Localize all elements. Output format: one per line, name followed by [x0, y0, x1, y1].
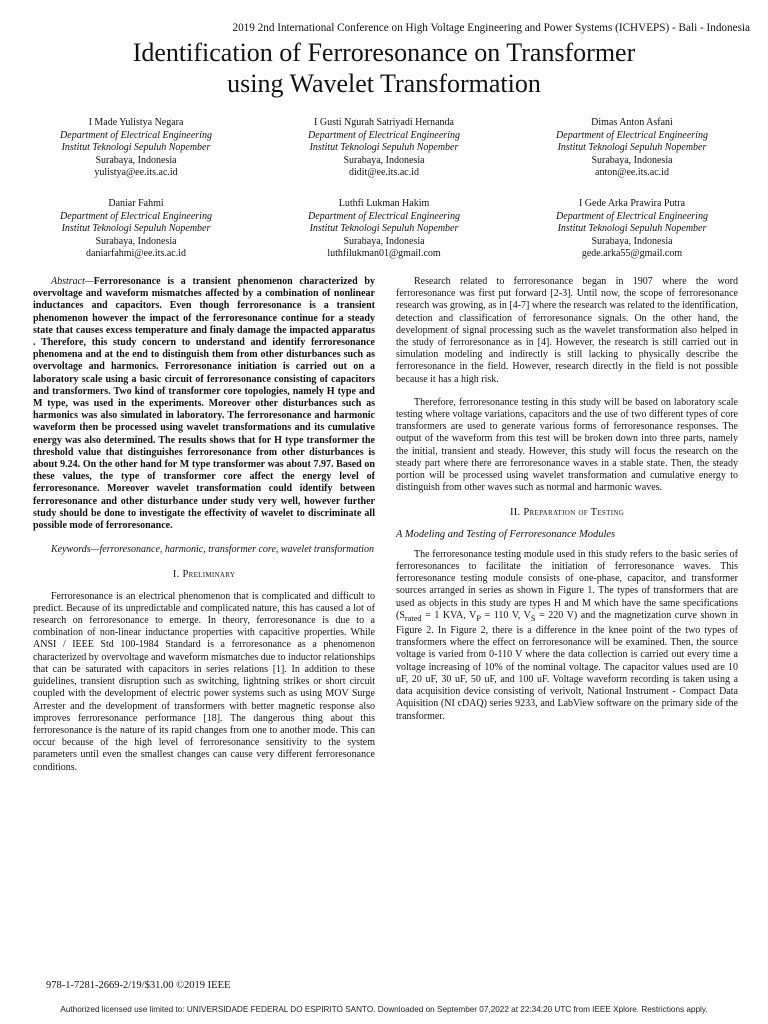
author-name: I Gede Arka Prawira Putra	[578, 198, 686, 209]
title-line-2: using Wavelet Transformation	[227, 69, 541, 98]
isbn-copyright: 978-1-7281-2669-2/19/$31.00 ©2019 IEEE	[46, 980, 231, 991]
author-block	[18, 198, 254, 261]
body-paragraph	[396, 549, 738, 723]
author-block	[266, 117, 502, 180]
author-city: Surabaya, Indonesia	[343, 235, 425, 247]
author-row-1	[18, 117, 750, 180]
left-column	[33, 276, 375, 774]
conference-header: 2019 2nd International Conference on High Voltage Engineering and Power Systems (ICHVEPS) - Bali - Indonesia	[232, 22, 750, 34]
author-block	[514, 198, 750, 261]
author-institution: Institut Teknologi Sepuluh Nopember	[309, 223, 459, 235]
subscript-primary: P	[476, 613, 482, 623]
body-paragraph: Therefore, ferroresonance testing in this study will be based on laboratory scale testing where voltage variations, capacitors and the use of two different types of core transformers are used to generate various forms of ferroresonance responses. The output of the waveform from this test will be broken down into three parts, namely the initial, transient and steady. However, this study will focus the research on the steady part where there are ferroresonance waves in a stable state. Then, the steady portion will be processed using wavelet transformation and cumulative energy to distinguish from other waves such as normal and harmonic waves.	[396, 396, 738, 494]
author-institution: Institut Teknologi Sepuluh Nopember	[309, 142, 459, 154]
author-institution: Institut Teknologi Sepuluh Nopember	[61, 142, 211, 154]
author-email[interactable]: luthfilukman01@gmail.com	[327, 248, 441, 260]
author-department: Department of Electrical Engineering	[60, 210, 212, 222]
abstract-text: Ferroresonance is a transient phenomenon characterized by overvoltage and waveform mismatches affected by a combination of nonlinear inductances and capacitors. Even though ferroresonance is a transient phenomenon however the impact of the ferroresonance continue for a steady state that causes excess temperature and finaly damage the impacted apparatus . Therefore, this study concern to understand and identify ferroresonance phenomena and at the end to distinguish them from other disturbances such as overvoltage and harmonics. Ferroresonance initiation is carried out on a laboratory scale using a basic circuit of ferroresonance consisting of capacitors and transformers. Two kind of transformer core topologies, namely H type and M type, was used in the experiments. Moreover other disturbances such as harmonics was also simulated in laboratory. The ferroresonance and harmonic waveform then be processed using wavelet transformations and its cumulative energy was also determined. The results shows that for H type transformer the threshold value that distinguishes ferroresonance from other disturbances is about 9.24. On the other hand for M type transformer was about 7.97. Based on these values, the type of transformer core affect the energy level of ferroresonance. Moreover wavelet transformation could identify between ferroresonance and other disturbance under study very well, however further study should be done to investigate the effectivity of wavelet to discriminate all possible mode of ferroresonance.	[33, 276, 375, 532]
text-segment: = 220 V) and the magnetization curve shown in Figure 2. In Figure 2, there is a difference in the knee point of the two types of transformers where the effect on ferroresonance will be examined. Then, the source voltage is varied from 0-110 V where the data collection is carried out every time a voltage increasing of 10% of the nominal voltage. The capacitor values used are 10 uF, 20 uF, 30 uF, 50 uF, and 100 uF. Voltage waveform recording is taken using a data acquisition device consisting of verivolt, National Instrument - Compact Data Aquisition (NI cDAQ) series 9233, and LabView software on the primary side of the transformer.	[396, 609, 738, 722]
author-block	[266, 198, 502, 261]
abstract-label: Abstract—	[51, 276, 94, 287]
author-institution: Institut Teknologi Sepuluh Nopember	[557, 142, 707, 154]
subscript-secondary: S	[530, 613, 536, 623]
author-city: Surabaya, Indonesia	[95, 235, 177, 247]
author-city: Surabaya, Indonesia	[95, 154, 177, 166]
license-notice: Authorized licensed use limited to: UNIVERSIDADE FEDERAL DO ESPIRITO SANTO. Downloaded on September 07,2022 at 22:34:20 UTC from IEEE Xplore. Restrictions apply.	[60, 1005, 708, 1014]
author-block	[18, 117, 254, 180]
author-city: Surabaya, Indonesia	[591, 154, 673, 166]
author-department: Department of Electrical Engineering	[556, 129, 708, 141]
author-name: Dimas Anton Asfani	[591, 117, 673, 128]
author-block	[514, 117, 750, 180]
right-column	[396, 276, 738, 723]
author-name: I Gusti Ngurah Satriyadi Hernanda	[314, 117, 454, 128]
author-name: Luthfi Lukman Hakim	[338, 198, 430, 209]
author-department: Department of Electrical Engineering	[60, 129, 212, 141]
author-email[interactable]: gede.arka55@gmail.com	[581, 248, 683, 260]
body-paragraph: Research related to ferroresonance began in 1907 where the word ferroresonance was first put forward [2-3]. Until now, the scope of ferroresonance research was growing, as in [4-7] where the research was related to the identification, detection and classification of ferroresonance signals. On the other hand, the development of signal processing such as the wavelet transformation also helped in the study of ferroresonance as in [4]. However, the research is still carried out in simulation modeling and indirectly is still lacking to physically describe the ferroresonance in the field. However, research directly in the field is not possible because it has a high risk.	[396, 276, 738, 385]
section-heading-preliminary: I. Preliminary	[172, 569, 236, 581]
text-segment: The ferroresonance testing module used in this study refers to the basic series of ferroresonances to facilitate the initiation of ferroresonance waves. This ferroresonance testing module consists of one-phase, capacitor, and transformer sources arranged in series as shown in Figure 1. The types of transformers that are used as objects in this study are types H and M which have the same specifications (S	[396, 548, 738, 621]
paper-title	[0, 37, 768, 99]
author-city: Surabaya, Indonesia	[591, 235, 673, 247]
author-email[interactable]: daniarfahmi@ee.its.ac.id	[86, 248, 186, 260]
author-email[interactable]: didit@ee.its.ac.id	[348, 167, 420, 179]
author-email[interactable]: yulistya@ee.its.ac.id	[94, 167, 178, 179]
author-name: I Made Yulistya Negara	[88, 117, 184, 128]
body-paragraph: Ferroresonance is an electrical phenomenon that is complicated and difficult to predict. Because of its unpredictable and complicated nature, this has caused a lot of research on ferroresonance to emerge. In theory, ferroresonance is due to a combination of non-linear inductance properties with capacitive properties. While ANSI / IEEE Std 100-1984 Standard is a ferroresonance as a phenomenon characterized by overvoltage and waveform mismatches due to inductor relationships that can be saturated with capacitors in series relations [1]. In addition to these guidelines, transient disruption such as switching, lightning strikes or short circuit coupled with the development of electric power systems such as using MOV Surge Arrester and the development of transformers with better magnetic response also improves ferroresonance performance [18]. The dangerous thing about this ferroresonance is the nature of its rapid changes from one to another mode. This can occur because of the high level of ferroresonance sensitivity to the system parameters until even the smallest changes can cause very different ferroresonance conditions.	[33, 590, 375, 773]
section-heading-preparation: II. Preparation of Testing	[509, 507, 625, 519]
author-name: Daniar Fahmi	[108, 198, 164, 209]
author-department: Department of Electrical Engineering	[308, 210, 460, 222]
abstract	[33, 276, 375, 532]
text-segment: = 1 KVA, V	[421, 609, 477, 621]
author-city: Surabaya, Indonesia	[343, 154, 425, 166]
author-department: Department of Electrical Engineering	[556, 210, 708, 222]
title-line-1: Identification of Ferroresonance on Transformer	[132, 38, 636, 67]
author-row-2	[18, 198, 750, 261]
author-email[interactable]: anton@ee.its.ac.id	[595, 167, 669, 179]
text-segment: = 110 V, V	[481, 609, 531, 621]
subscript-rated: rated	[404, 613, 422, 623]
author-institution: Institut Teknologi Sepuluh Nopember	[61, 223, 211, 235]
author-institution: Institut Teknologi Sepuluh Nopember	[557, 223, 707, 235]
subsection-heading-modeling: A Modeling and Testing of Ferroresonance Modules	[396, 528, 616, 540]
author-department: Department of Electrical Engineering	[308, 129, 460, 141]
keywords: Keywords—ferroresonance, harmonic, transformer core, wavelet transformation	[51, 544, 374, 556]
